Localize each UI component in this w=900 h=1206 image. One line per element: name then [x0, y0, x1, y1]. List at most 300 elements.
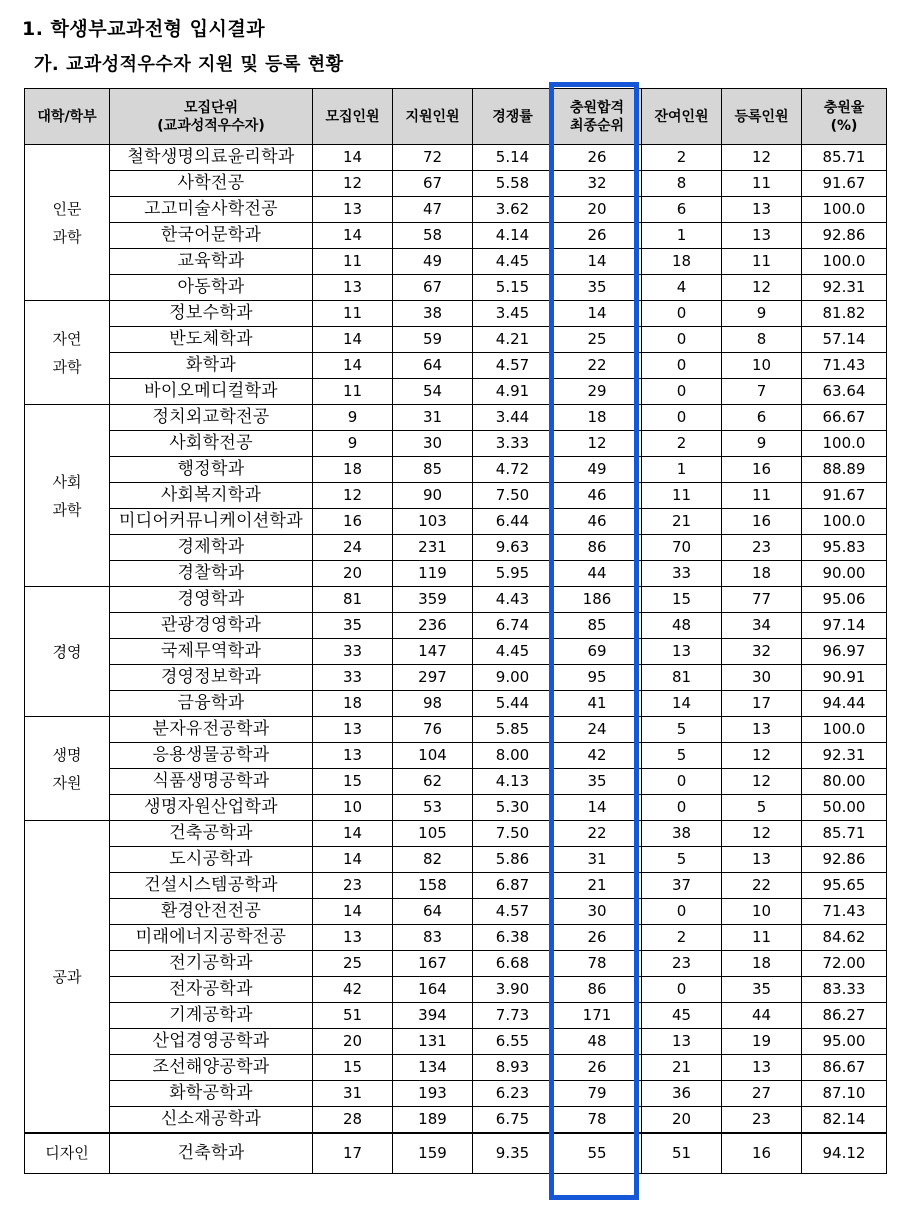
- vacancy-cell: 70: [642, 535, 722, 561]
- department-name-cell: 행정학과: [110, 457, 313, 483]
- vacancy-cell: 38: [642, 821, 722, 847]
- department-name-cell: 건축학과: [110, 1133, 313, 1174]
- table-row: [25, 197, 887, 223]
- applicants-cell: 105: [393, 821, 473, 847]
- department-name-cell: 금융학과: [110, 691, 313, 717]
- ratio-cell: 6.87: [473, 873, 553, 899]
- vacancy-cell: 36: [642, 1081, 722, 1107]
- quota-cell: 16: [313, 509, 393, 535]
- vacancy-cell: 1: [642, 457, 722, 483]
- table-row: [25, 1107, 887, 1134]
- ratio-cell: 6.38: [473, 925, 553, 951]
- fill-rate-cell: 92.31: [802, 275, 887, 301]
- enrolled-cell: 6: [722, 405, 802, 431]
- department-name-cell: 반도체학과: [110, 327, 313, 353]
- enrolled-cell: 9: [722, 301, 802, 327]
- ratio-cell: 6.68: [473, 951, 553, 977]
- applicants-cell: 164: [393, 977, 473, 1003]
- vacancy-cell: 51: [642, 1133, 722, 1174]
- ratio-cell: 6.74: [473, 613, 553, 639]
- department-name-cell: 관광경영학과: [110, 613, 313, 639]
- enrolled-cell: 23: [722, 1107, 802, 1134]
- final-rank-cell: 32: [553, 171, 642, 197]
- final-rank-cell: 78: [553, 951, 642, 977]
- applicants-cell: 158: [393, 873, 473, 899]
- table-row: [25, 691, 887, 717]
- table-row: [25, 405, 887, 431]
- subsection-title: 가. 교과성적우수자 지원 및 등록 현황: [34, 54, 344, 75]
- quota-cell: 11: [313, 301, 393, 327]
- vacancy-cell: 48: [642, 613, 722, 639]
- department-name-cell: 국제무역학과: [110, 639, 313, 665]
- header-enrolled: 등록인원: [722, 89, 802, 145]
- enrolled-cell: 9: [722, 431, 802, 457]
- final-rank-cell: 30: [553, 899, 642, 925]
- table-row: [25, 301, 887, 327]
- table-row: [25, 977, 887, 1003]
- final-rank-cell: 171: [553, 1003, 642, 1029]
- fill-rate-cell: 100.0: [802, 431, 887, 457]
- ratio-cell: 6.44: [473, 509, 553, 535]
- vacancy-cell: 6: [642, 197, 722, 223]
- quota-cell: 17: [313, 1133, 393, 1174]
- ratio-cell: 6.75: [473, 1107, 553, 1134]
- enrolled-cell: 10: [722, 353, 802, 379]
- vacancy-cell: 18: [642, 249, 722, 275]
- enrolled-cell: 23: [722, 535, 802, 561]
- department-name-cell: 바이오메디컬학과: [110, 379, 313, 405]
- applicants-cell: 53: [393, 795, 473, 821]
- final-rank-cell: 78: [553, 1107, 642, 1134]
- table-row: [25, 275, 887, 301]
- final-rank-cell: 95: [553, 665, 642, 691]
- fill-rate-cell: 63.64: [802, 379, 887, 405]
- category-cell: 디자인: [25, 1133, 110, 1174]
- final-rank-cell: 24: [553, 717, 642, 743]
- vacancy-cell: 0: [642, 301, 722, 327]
- fill-rate-cell: 84.62: [802, 925, 887, 951]
- final-rank-cell: 44: [553, 561, 642, 587]
- table-row: [25, 899, 887, 925]
- vacancy-cell: 33: [642, 561, 722, 587]
- enrolled-cell: 13: [722, 197, 802, 223]
- fill-rate-cell: 95.65: [802, 873, 887, 899]
- ratio-cell: 7.50: [473, 483, 553, 509]
- fill-rate-cell: 94.12: [802, 1133, 887, 1174]
- enrolled-cell: 11: [722, 249, 802, 275]
- quota-cell: 28: [313, 1107, 393, 1134]
- vacancy-cell: 37: [642, 873, 722, 899]
- table-row: [25, 535, 887, 561]
- applicants-cell: 98: [393, 691, 473, 717]
- department-name-cell: 전자공학과: [110, 977, 313, 1003]
- table-row: [25, 873, 887, 899]
- department-name-cell: 환경안전전공: [110, 899, 313, 925]
- final-rank-cell: 49: [553, 457, 642, 483]
- applicants-cell: 30: [393, 431, 473, 457]
- department-name-cell: 고고미술사학전공: [110, 197, 313, 223]
- enrolled-cell: 19: [722, 1029, 802, 1055]
- enrolled-cell: 13: [722, 847, 802, 873]
- vacancy-cell: 0: [642, 769, 722, 795]
- applicants-cell: 103: [393, 509, 473, 535]
- final-rank-cell: 25: [553, 327, 642, 353]
- ratio-cell: 4.57: [473, 899, 553, 925]
- quota-cell: 81: [313, 587, 393, 613]
- vacancy-cell: 0: [642, 795, 722, 821]
- applicants-cell: 49: [393, 249, 473, 275]
- department-name-cell: 조선해양공학과: [110, 1055, 313, 1081]
- vacancy-cell: 21: [642, 509, 722, 535]
- table-row: [25, 1081, 887, 1107]
- fill-rate-cell: 87.10: [802, 1081, 887, 1107]
- final-rank-cell: 79: [553, 1081, 642, 1107]
- header-final-rank: 충원합격 최종순위: [553, 89, 642, 145]
- vacancy-cell: 81: [642, 665, 722, 691]
- department-name-cell: 건축공학과: [110, 821, 313, 847]
- ratio-cell: 4.57: [473, 353, 553, 379]
- ratio-cell: 5.85: [473, 717, 553, 743]
- vacancy-cell: 1: [642, 223, 722, 249]
- quota-cell: 31: [313, 1081, 393, 1107]
- department-name-cell: 정치외교학전공: [110, 405, 313, 431]
- quota-cell: 14: [313, 821, 393, 847]
- table-row: [25, 457, 887, 483]
- header-ratio: 경쟁률: [473, 89, 553, 145]
- ratio-cell: 4.91: [473, 379, 553, 405]
- final-rank-cell: 85: [553, 613, 642, 639]
- enrolled-cell: 8: [722, 327, 802, 353]
- enrolled-cell: 12: [722, 275, 802, 301]
- final-rank-cell: 35: [553, 275, 642, 301]
- fill-rate-cell: 91.67: [802, 483, 887, 509]
- department-name-cell: 미래에너지공학전공: [110, 925, 313, 951]
- applicants-cell: 59: [393, 327, 473, 353]
- header-unit: 모집단위 (교과성적우수자): [110, 89, 313, 145]
- department-name-cell: 경영학과: [110, 587, 313, 613]
- final-rank-cell: 14: [553, 301, 642, 327]
- enrolled-cell: 12: [722, 769, 802, 795]
- vacancy-cell: 15: [642, 587, 722, 613]
- department-name-cell: 사회복지학과: [110, 483, 313, 509]
- table-row: [25, 717, 887, 743]
- enrolled-cell: 11: [722, 483, 802, 509]
- final-rank-cell: 26: [553, 223, 642, 249]
- fill-rate-cell: 94.44: [802, 691, 887, 717]
- fill-rate-cell: 85.71: [802, 821, 887, 847]
- ratio-cell: 3.44: [473, 405, 553, 431]
- final-rank-cell: 35: [553, 769, 642, 795]
- vacancy-cell: 0: [642, 353, 722, 379]
- quota-cell: 14: [313, 223, 393, 249]
- quota-cell: 13: [313, 743, 393, 769]
- table-row: [25, 1133, 887, 1174]
- fill-rate-cell: 88.89: [802, 457, 887, 483]
- department-name-cell: 경제학과: [110, 535, 313, 561]
- quota-cell: 13: [313, 197, 393, 223]
- category-cell: 인문 과학: [25, 145, 110, 301]
- fill-rate-cell: 100.0: [802, 509, 887, 535]
- applicants-cell: 67: [393, 171, 473, 197]
- vacancy-cell: 0: [642, 899, 722, 925]
- quota-cell: 13: [313, 275, 393, 301]
- ratio-cell: 3.90: [473, 977, 553, 1003]
- fill-rate-cell: 71.43: [802, 899, 887, 925]
- department-name-cell: 분자유전공학과: [110, 717, 313, 743]
- fill-rate-cell: 66.67: [802, 405, 887, 431]
- enrolled-cell: 22: [722, 873, 802, 899]
- quota-cell: 9: [313, 405, 393, 431]
- fill-rate-cell: 95.83: [802, 535, 887, 561]
- ratio-cell: 5.15: [473, 275, 553, 301]
- table-row: [25, 223, 887, 249]
- final-rank-cell: 86: [553, 535, 642, 561]
- header-univ: 대학/학부: [25, 89, 110, 145]
- enrolled-cell: 12: [722, 145, 802, 171]
- applicants-cell: 83: [393, 925, 473, 951]
- final-rank-cell: 29: [553, 379, 642, 405]
- ratio-cell: 4.43: [473, 587, 553, 613]
- applicants-cell: 38: [393, 301, 473, 327]
- department-name-cell: 건설시스템공학과: [110, 873, 313, 899]
- vacancy-cell: 2: [642, 925, 722, 951]
- fill-rate-cell: 86.67: [802, 1055, 887, 1081]
- enrolled-cell: 30: [722, 665, 802, 691]
- enrolled-cell: 11: [722, 925, 802, 951]
- final-rank-cell: 46: [553, 483, 642, 509]
- quota-cell: 13: [313, 717, 393, 743]
- quota-cell: 23: [313, 873, 393, 899]
- fill-rate-cell: 92.86: [802, 847, 887, 873]
- ratio-cell: 3.45: [473, 301, 553, 327]
- vacancy-cell: 21: [642, 1055, 722, 1081]
- vacancy-cell: 45: [642, 1003, 722, 1029]
- table-row: [25, 145, 887, 171]
- applicants-cell: 236: [393, 613, 473, 639]
- quota-cell: 20: [313, 561, 393, 587]
- fill-rate-cell: 57.14: [802, 327, 887, 353]
- applicants-cell: 82: [393, 847, 473, 873]
- department-name-cell: 화학공학과: [110, 1081, 313, 1107]
- ratio-cell: 5.95: [473, 561, 553, 587]
- final-rank-cell: 31: [553, 847, 642, 873]
- table-row: [25, 1055, 887, 1081]
- department-name-cell: 화학과: [110, 353, 313, 379]
- final-rank-cell: 186: [553, 587, 642, 613]
- applicants-cell: 147: [393, 639, 473, 665]
- table-row: [25, 379, 887, 405]
- enrolled-cell: 7: [722, 379, 802, 405]
- final-rank-cell: 26: [553, 925, 642, 951]
- header-row: [25, 89, 887, 145]
- vacancy-cell: 2: [642, 431, 722, 457]
- enrolled-cell: 32: [722, 639, 802, 665]
- final-rank-cell: 69: [553, 639, 642, 665]
- fill-rate-cell: 100.0: [802, 197, 887, 223]
- vacancy-cell: 0: [642, 405, 722, 431]
- table-row: [25, 587, 887, 613]
- quota-cell: 51: [313, 1003, 393, 1029]
- final-rank-cell: 26: [553, 145, 642, 171]
- vacancy-cell: 5: [642, 743, 722, 769]
- vacancy-cell: 0: [642, 379, 722, 405]
- enrolled-cell: 44: [722, 1003, 802, 1029]
- enrolled-cell: 13: [722, 223, 802, 249]
- vacancy-cell: 0: [642, 977, 722, 1003]
- ratio-cell: 8.00: [473, 743, 553, 769]
- applicants-cell: 134: [393, 1055, 473, 1081]
- final-rank-cell: 41: [553, 691, 642, 717]
- table-row: [25, 769, 887, 795]
- applicants-cell: 167: [393, 951, 473, 977]
- enrolled-cell: 12: [722, 821, 802, 847]
- applicants-cell: 193: [393, 1081, 473, 1107]
- fill-rate-cell: 95.06: [802, 587, 887, 613]
- enrolled-cell: 17: [722, 691, 802, 717]
- applicants-cell: 189: [393, 1107, 473, 1134]
- fill-rate-cell: 92.31: [802, 743, 887, 769]
- table-row: [25, 665, 887, 691]
- header-vacancy: 잔여인원: [642, 89, 722, 145]
- applicants-cell: 72: [393, 145, 473, 171]
- applicants-cell: 104: [393, 743, 473, 769]
- quota-cell: 12: [313, 483, 393, 509]
- applicants-cell: 159: [393, 1133, 473, 1174]
- vacancy-cell: 5: [642, 717, 722, 743]
- ratio-cell: 4.21: [473, 327, 553, 353]
- ratio-cell: 7.50: [473, 821, 553, 847]
- applicants-cell: 64: [393, 899, 473, 925]
- quota-cell: 10: [313, 795, 393, 821]
- vacancy-cell: 2: [642, 145, 722, 171]
- applicants-cell: 62: [393, 769, 473, 795]
- quota-cell: 14: [313, 327, 393, 353]
- quota-cell: 24: [313, 535, 393, 561]
- department-name-cell: 철학생명의료윤리학과: [110, 145, 313, 171]
- ratio-cell: 6.23: [473, 1081, 553, 1107]
- quota-cell: 15: [313, 769, 393, 795]
- final-rank-cell: 55: [553, 1133, 642, 1174]
- ratio-cell: 4.45: [473, 639, 553, 665]
- enrolled-cell: 27: [722, 1081, 802, 1107]
- department-name-cell: 기계공학과: [110, 1003, 313, 1029]
- category-cell: 사회 과학: [25, 405, 110, 587]
- vacancy-cell: 4: [642, 275, 722, 301]
- fill-rate-cell: 81.82: [802, 301, 887, 327]
- ratio-cell: 5.30: [473, 795, 553, 821]
- enrolled-cell: 12: [722, 743, 802, 769]
- fill-rate-cell: 97.14: [802, 613, 887, 639]
- enrolled-cell: 13: [722, 1055, 802, 1081]
- quota-cell: 13: [313, 925, 393, 951]
- applicants-cell: 231: [393, 535, 473, 561]
- header-quota: 모집인원: [313, 89, 393, 145]
- ratio-cell: 4.45: [473, 249, 553, 275]
- enrolled-cell: 34: [722, 613, 802, 639]
- department-name-cell: 한국어문학과: [110, 223, 313, 249]
- quota-cell: 18: [313, 457, 393, 483]
- quota-cell: 9: [313, 431, 393, 457]
- final-rank-cell: 42: [553, 743, 642, 769]
- quota-cell: 14: [313, 899, 393, 925]
- department-name-cell: 사학전공: [110, 171, 313, 197]
- ratio-cell: 9.63: [473, 535, 553, 561]
- applicants-cell: 58: [393, 223, 473, 249]
- applicants-cell: 359: [393, 587, 473, 613]
- ratio-cell: 7.73: [473, 1003, 553, 1029]
- enrolled-cell: 18: [722, 561, 802, 587]
- table-row: [25, 795, 887, 821]
- quota-cell: 12: [313, 171, 393, 197]
- ratio-cell: 5.14: [473, 145, 553, 171]
- department-name-cell: 응용생물공학과: [110, 743, 313, 769]
- fill-rate-cell: 92.86: [802, 223, 887, 249]
- applicants-cell: 131: [393, 1029, 473, 1055]
- final-rank-cell: 46: [553, 509, 642, 535]
- table-row: [25, 639, 887, 665]
- vacancy-cell: 13: [642, 1029, 722, 1055]
- applicants-cell: 54: [393, 379, 473, 405]
- applicants-cell: 76: [393, 717, 473, 743]
- quota-cell: 14: [313, 353, 393, 379]
- table-row: [25, 925, 887, 951]
- department-name-cell: 정보수학과: [110, 301, 313, 327]
- enrolled-cell: 77: [722, 587, 802, 613]
- enrolled-cell: 16: [722, 509, 802, 535]
- enrolled-cell: 35: [722, 977, 802, 1003]
- final-rank-cell: 86: [553, 977, 642, 1003]
- fill-rate-cell: 100.0: [802, 717, 887, 743]
- ratio-cell: 5.44: [473, 691, 553, 717]
- department-name-cell: 경영정보학과: [110, 665, 313, 691]
- applicants-cell: 31: [393, 405, 473, 431]
- department-name-cell: 미디어커뮤니케이션학과: [110, 509, 313, 535]
- fill-rate-cell: 86.27: [802, 1003, 887, 1029]
- ratio-cell: 3.62: [473, 197, 553, 223]
- enrolled-cell: 5: [722, 795, 802, 821]
- table-row: [25, 327, 887, 353]
- final-rank-cell: 20: [553, 197, 642, 223]
- ratio-cell: 5.58: [473, 171, 553, 197]
- quota-cell: 14: [313, 145, 393, 171]
- quota-cell: 11: [313, 249, 393, 275]
- quota-cell: 14: [313, 847, 393, 873]
- department-name-cell: 산업경영공학과: [110, 1029, 313, 1055]
- category-cell: 생명 자원: [25, 717, 110, 821]
- final-rank-cell: 21: [553, 873, 642, 899]
- fill-rate-cell: 100.0: [802, 249, 887, 275]
- ratio-cell: 6.55: [473, 1029, 553, 1055]
- ratio-cell: 8.93: [473, 1055, 553, 1081]
- enrolled-cell: 16: [722, 1133, 802, 1174]
- quota-cell: 15: [313, 1055, 393, 1081]
- enrolled-cell: 13: [722, 717, 802, 743]
- vacancy-cell: 11: [642, 483, 722, 509]
- fill-rate-cell: 90.00: [802, 561, 887, 587]
- header-fill-rate: 충원율 (%): [802, 89, 887, 145]
- vacancy-cell: 8: [642, 171, 722, 197]
- enrolled-cell: 16: [722, 457, 802, 483]
- table-row: [25, 171, 887, 197]
- final-rank-cell: 14: [553, 795, 642, 821]
- final-rank-cell: 18: [553, 405, 642, 431]
- enrolled-cell: 10: [722, 899, 802, 925]
- fill-rate-cell: 71.43: [802, 353, 887, 379]
- applicants-cell: 90: [393, 483, 473, 509]
- applicants-cell: 67: [393, 275, 473, 301]
- quota-cell: 25: [313, 951, 393, 977]
- ratio-cell: 4.13: [473, 769, 553, 795]
